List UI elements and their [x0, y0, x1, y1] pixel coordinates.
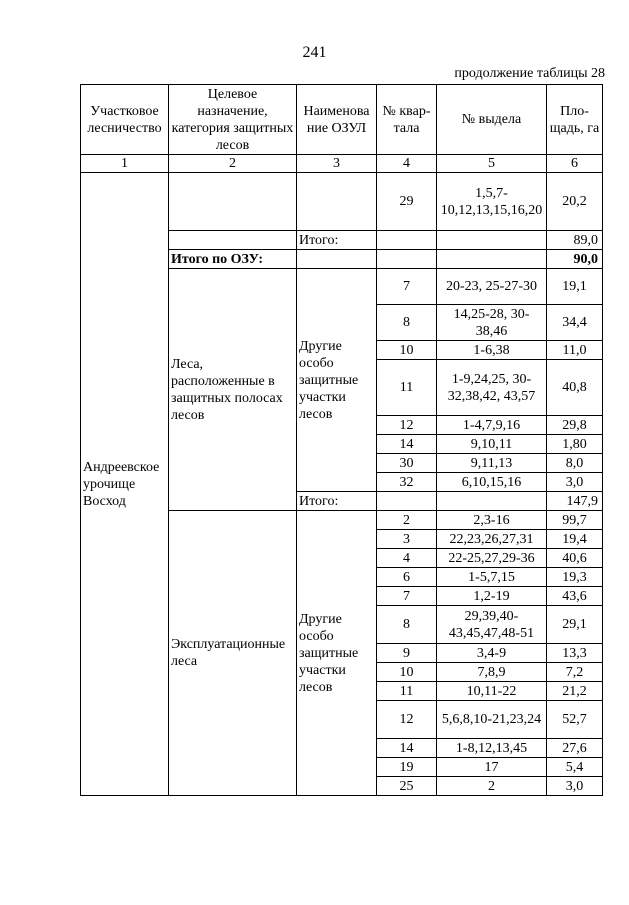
area-cell: 52,7 [547, 701, 603, 739]
subtotal-label: Итого: [297, 492, 377, 511]
kvartal-cell: 14 [377, 739, 437, 758]
vydel-cell: 1-5,7,15 [437, 568, 547, 587]
vydel-cell: 1-8,12,13,45 [437, 739, 547, 758]
column-number: 3 [297, 155, 377, 173]
area-cell: 3,0 [547, 777, 603, 796]
header-row [81, 85, 603, 155]
vydel-cell: 17 [437, 758, 547, 777]
empty-cell [377, 492, 437, 511]
area-cell: 21,2 [547, 682, 603, 701]
vydel-cell: 22-25,27,29-36 [437, 549, 547, 568]
header-cell: Наименова ние ОЗУЛ [297, 85, 377, 155]
header-cell: № квар- тала [377, 85, 437, 155]
empty-cell [437, 492, 547, 511]
area-cell: 13,3 [547, 644, 603, 663]
kvartal-cell: 2 [377, 511, 437, 530]
vydel-cell: 1,5,7-10,12,13,15,16,20 [437, 173, 547, 231]
area-cell: 34,4 [547, 305, 603, 341]
kvartal-cell: 25 [377, 777, 437, 796]
area-cell: 8,0 [547, 454, 603, 473]
ozu-total-value: 90,0 [547, 250, 603, 269]
subtotal-value: 89,0 [547, 231, 603, 250]
kvartal-cell: 19 [377, 758, 437, 777]
column-number: 5 [437, 155, 547, 173]
table-row [81, 173, 603, 231]
forest-table [80, 84, 603, 796]
area-cell: 3,0 [547, 473, 603, 492]
area-cell: 29,8 [547, 416, 603, 435]
area-cell: 40,6 [547, 549, 603, 568]
vydel-cell: 22,23,26,27,31 [437, 530, 547, 549]
header-cell: Пло- щадь, га [547, 85, 603, 155]
vydel-cell: 5,6,8,10-21,23,24 [437, 701, 547, 739]
table-continuation-caption: продолжение таблицы 28 [454, 66, 605, 81]
kvartal-cell: 3 [377, 530, 437, 549]
vydel-cell: 10,11-22 [437, 682, 547, 701]
kvartal-cell: 12 [377, 701, 437, 739]
district-cell: Андреевское урочище Восход [81, 173, 169, 796]
kvartal-cell: 14 [377, 435, 437, 454]
column-number-row [81, 155, 603, 173]
area-cell: 40,8 [547, 360, 603, 416]
vydel-cell: 14,25-28, 30-38,46 [437, 305, 547, 341]
area-cell: 5,4 [547, 758, 603, 777]
vydel-cell: 3,4-9 [437, 644, 547, 663]
vydel-cell: 1,2-19 [437, 587, 547, 606]
empty-cell [437, 250, 547, 269]
empty-cell [437, 231, 547, 250]
column-number: 2 [169, 155, 297, 173]
kvartal-cell: 11 [377, 360, 437, 416]
kvartal-cell: 6 [377, 568, 437, 587]
vydel-cell: 20-23, 25-27-30 [437, 269, 547, 305]
vydel-cell: 2 [437, 777, 547, 796]
area-cell: 19,3 [547, 568, 603, 587]
empty-cell [377, 250, 437, 269]
area-cell: 19,1 [547, 269, 603, 305]
kvartal-cell: 12 [377, 416, 437, 435]
kvartal-cell: 4 [377, 549, 437, 568]
empty-cell [169, 173, 297, 231]
vydel-cell: 1-9,24,25, 30-32,38,42, 43,57 [437, 360, 547, 416]
area-cell: 99,7 [547, 511, 603, 530]
vydel-cell: 1-4,7,9,16 [437, 416, 547, 435]
kvartal-cell: 7 [377, 587, 437, 606]
kvartal-cell: 10 [377, 663, 437, 682]
purpose-cell: Леса, расположенные в защитных полосах лесов [169, 269, 297, 511]
subtotal-label: Итого: [297, 231, 377, 250]
column-number: 4 [377, 155, 437, 173]
page-number: 241 [302, 44, 327, 61]
area-cell: 11,0 [547, 341, 603, 360]
purpose-cell: Эксплуатационные леса [169, 511, 297, 796]
column-number: 6 [547, 155, 603, 173]
ozu-total-label: Итого по ОЗУ: [169, 250, 297, 269]
kvartal-cell: 32 [377, 473, 437, 492]
kvartal-cell: 11 [377, 682, 437, 701]
vydel-cell: 7,8,9 [437, 663, 547, 682]
empty-cell [377, 231, 437, 250]
kvartal-cell: 30 [377, 454, 437, 473]
header-cell: № выдела [437, 85, 547, 155]
vydel-cell: 2,3-16 [437, 511, 547, 530]
area-cell: 27,6 [547, 739, 603, 758]
vydel-cell: 9,10,11 [437, 435, 547, 454]
empty-cell [297, 173, 377, 231]
area-cell: 43,6 [547, 587, 603, 606]
header-cell: Целевое назначение, категория защитных лесов [169, 85, 297, 155]
area-cell: 7,2 [547, 663, 603, 682]
empty-cell [297, 250, 377, 269]
kvartal-cell: 9 [377, 644, 437, 663]
kvartal-cell: 7 [377, 269, 437, 305]
header-cell: Участковое лесничество [81, 85, 169, 155]
area-cell: 19,4 [547, 530, 603, 549]
subtotal-value: 147,9 [547, 492, 603, 511]
area-cell: 29,1 [547, 606, 603, 644]
kvartal-cell: 8 [377, 305, 437, 341]
ozul-cell: Другие особо защитные участки лесов [297, 511, 377, 796]
empty-cell [169, 231, 297, 250]
ozul-cell: Другие особо защитные участки лесов [297, 269, 377, 492]
column-number: 1 [81, 155, 169, 173]
vydel-cell: 9,11,13 [437, 454, 547, 473]
kvartal-cell: 29 [377, 173, 437, 231]
area-cell: 1,80 [547, 435, 603, 454]
area-cell: 20,2 [547, 173, 603, 231]
vydel-cell: 29,39,40-43,45,47,48-51 [437, 606, 547, 644]
kvartal-cell: 10 [377, 341, 437, 360]
kvartal-cell: 8 [377, 606, 437, 644]
vydel-cell: 6,10,15,16 [437, 473, 547, 492]
vydel-cell: 1-6,38 [437, 341, 547, 360]
